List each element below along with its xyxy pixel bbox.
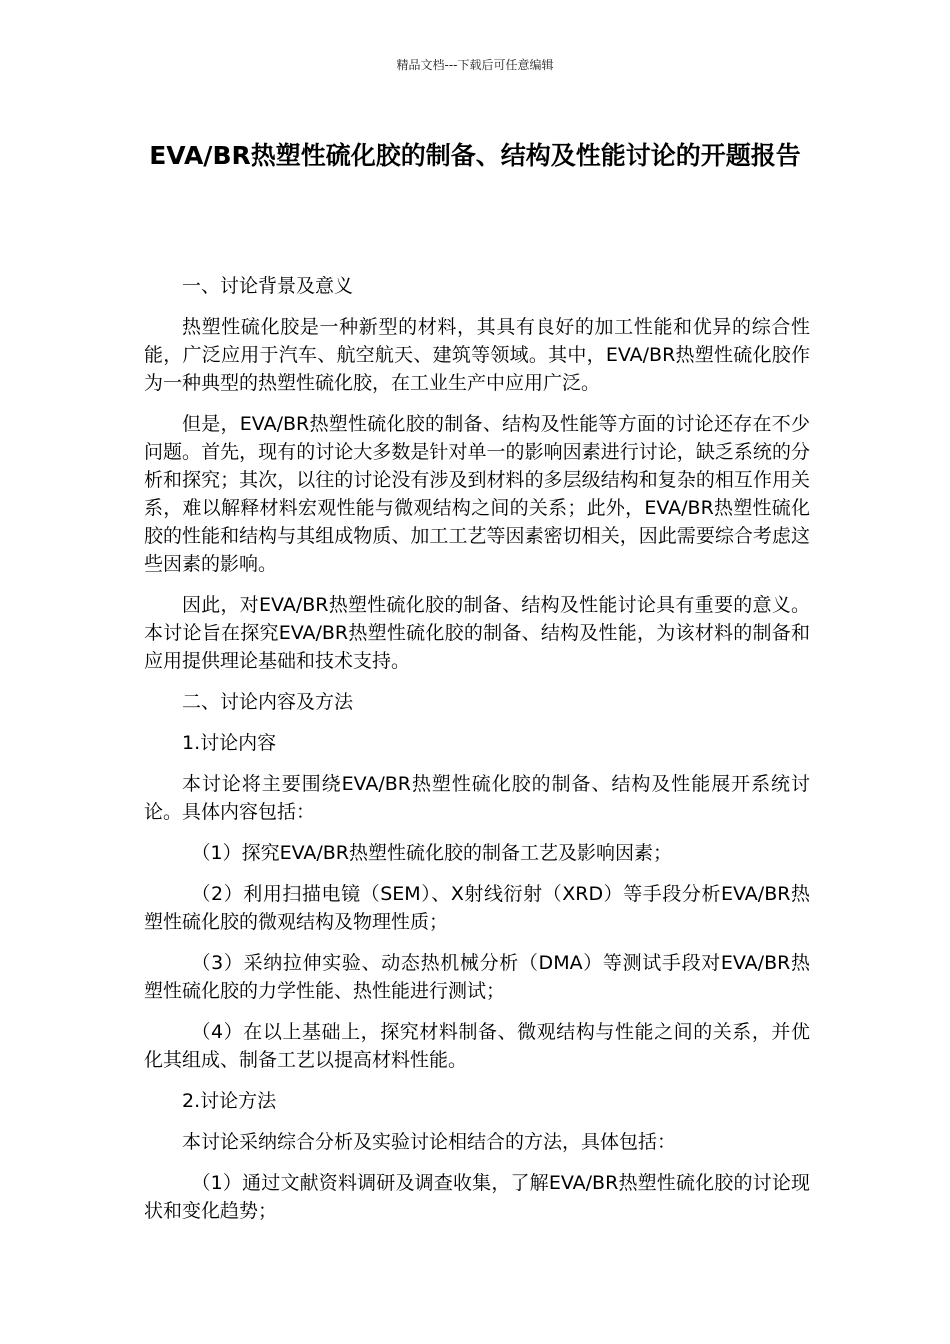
paragraph: 但是，EVA/BR热塑性硫化胶的制备、结构及性能等方面的讨论还存在不少问题。首先，现有的讨论大多数是针对单一的影响因素进行讨论，缺乏系统的分析和探究；其次，以往的讨论没有涉及到材料的多层级结构和复杂的相互作用关系，难以解释材料宏观性能与微观结构之间的关系；此外，EVA/BR热塑性硫化胶的性能和结构与其组成物质、加工工艺等因素密切相关，因此需要综合考虑这些因素的影响。 [144,413,810,575]
section-heading-background: 一、讨论背景及意义 [182,275,354,297]
document-body [144,272,810,1238]
paragraph: 热塑性硫化胶是一种新型的材料，其具有良好的加工性能和优异的综合性能，广泛应用于汽车、航空航天、建筑等领域。其中，EVA/BR热塑性硫化胶作为一种典型的热塑性硫化胶，在工业生产中应用广泛。 [144,316,810,394]
paragraph: 本讨论采纳综合分析及实验讨论相结合的方法，具体包括： [182,1131,677,1153]
section-heading-content-methods: 二、讨论内容及方法 [182,691,354,713]
list-item: （2）利用扫描电镜（SEM）、X射线衍射（XRD）等手段分析EVA/BR热塑性硫化胶的微观结构及物理性质； [144,883,810,933]
list-item: （3）采纳拉伸实验、动态热机械分析（DMA）等测试手段对EVA/BR热塑性硫化胶的力学性能、热性能进行测试； [144,952,810,1002]
list-item: （1）通过文献资料调研及调查收集，了解EVA/BR热塑性硫化胶的讨论现状和变化趋势； [144,1172,810,1222]
paragraph: 因此，对EVA/BR热塑性硫化胶的制备、结构及性能讨论具有重要的意义。本讨论旨在探究EVA/BR热塑性硫化胶的制备、结构及性能，为该材料的制备和应用提供理论基础和技术支持。 [144,594,810,672]
subsection-heading-methods: 2.讨论方法 [182,1090,277,1112]
page-header: 精品文档---下载后可任意编辑 [396,58,554,72]
list-item: （4）在以上基础上，探究材料制备、微观结构与性能之间的关系，并优化其组成、制备工艺以提高材料性能。 [144,1021,810,1071]
paragraph: 本讨论将主要围绕EVA/BR热塑性硫化胶的制备、结构及性能展开系统讨论。具体内容包括： [144,773,810,823]
list-item: （1）探究EVA/BR热塑性硫化胶的制备工艺及影响因素； [191,842,673,864]
subsection-heading-content: 1.讨论内容 [182,732,277,754]
document-title: EVA/BR热塑性硫化胶的制备、结构及性能讨论的开题报告 [149,141,801,170]
